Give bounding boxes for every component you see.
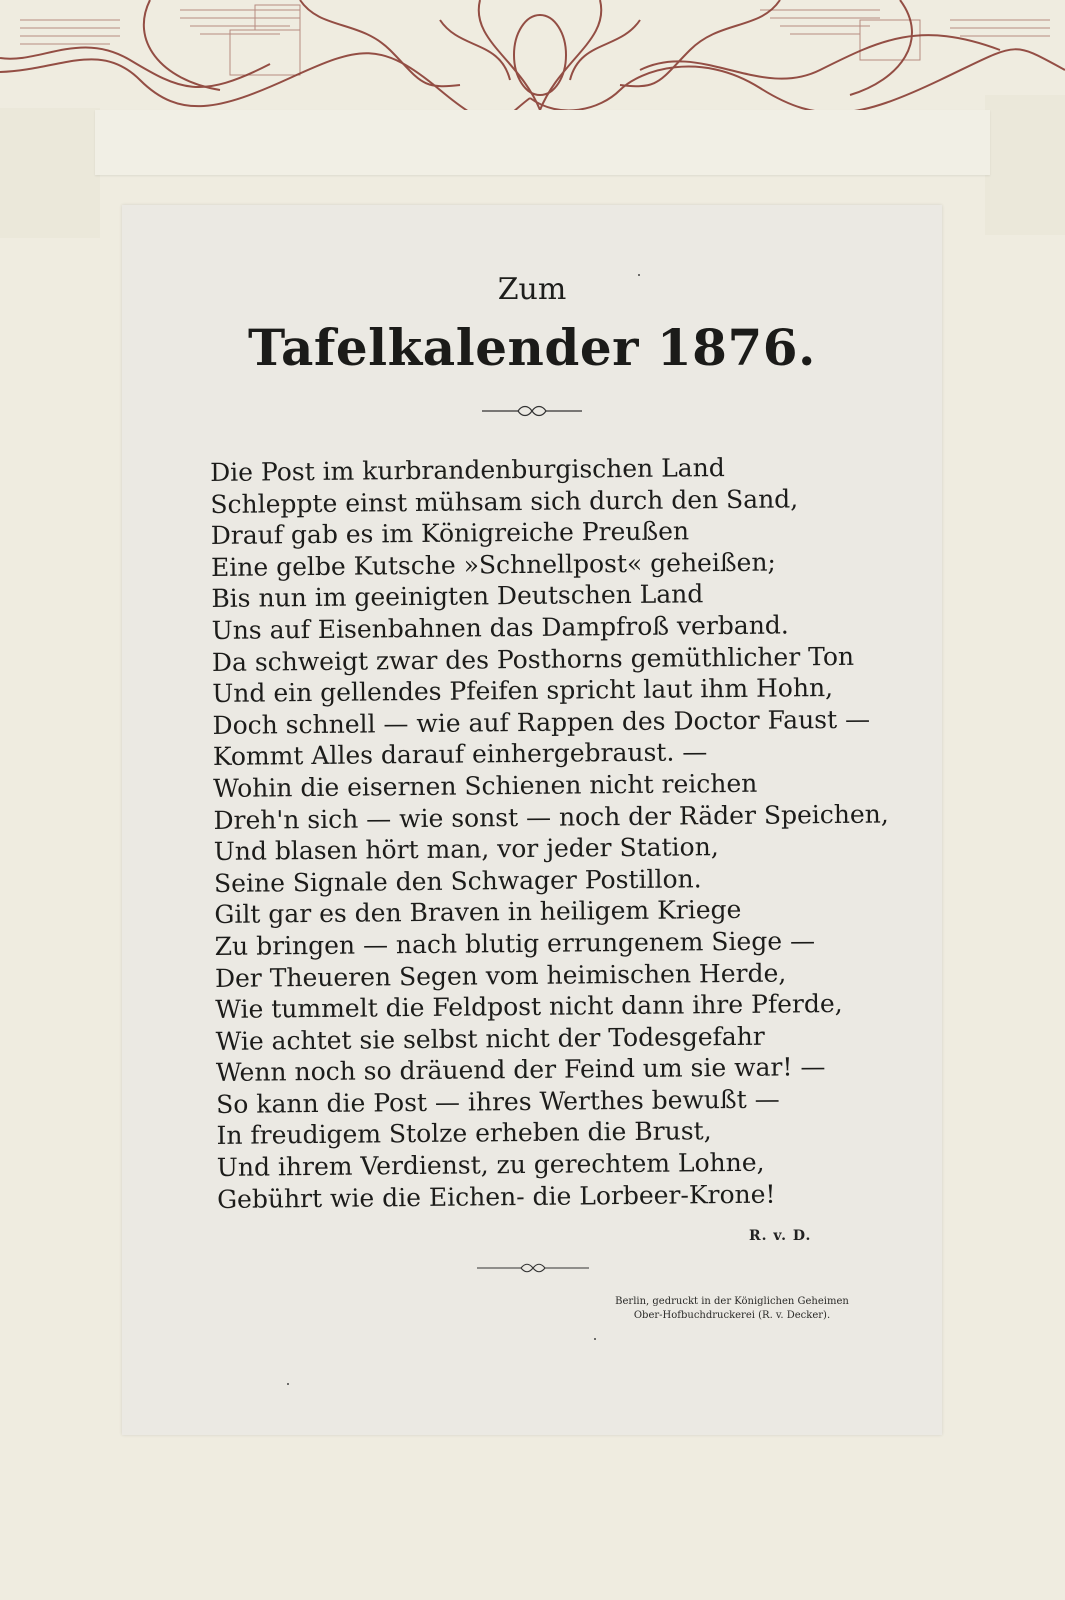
poem-line: Da schweigt zwar des Posthorns gemüthlicher Ton (211, 641, 855, 677)
mount-board-right (985, 95, 1065, 235)
paper-speck (594, 1338, 596, 1340)
poem-line: Gebührt wie die Eichen- die Lorbeer-Krone! (216, 1179, 776, 1214)
poem-line: Kommt Alles darauf einhergebraust. — (212, 737, 708, 772)
hinge-tape (95, 110, 990, 175)
poem-line: Doch schnell — wie auf Rappen des Doctor Faust — (212, 704, 871, 740)
paper-speck (638, 274, 640, 276)
poem-line: So kann die Post — ihres Werthes bewußt — (216, 1084, 780, 1119)
page-title: Tafelkalender 1876. (248, 318, 816, 377)
ornament-divider-bottom (477, 1260, 589, 1276)
poem-line: Gilt gar es den Braven in heiligem Kriege (214, 895, 742, 930)
imprint-line: Ober-Hofbuchdruckerei (R. v. Decker). (633, 1310, 831, 1321)
poem-line: Drauf gab es im Königreiche Preußen (210, 516, 690, 551)
poem-line: Dreh'n sich — wie sonst — noch der Räder Speichen, (213, 799, 889, 835)
printer-imprint (612, 1295, 852, 1323)
poem-line: Bis nun im geeinigten Deutschen Land (211, 579, 704, 614)
poem-line: Wohin die eisernen Schienen nicht reichen (213, 768, 758, 803)
poem-line: Eine gelbe Kutsche »Schnellpost« geheißen; (210, 547, 777, 582)
poem-line: Uns auf Eisenbahnen das Dampfroß verband. (211, 610, 789, 645)
author-signature: R. v. D. (749, 1228, 812, 1244)
poem-line: Wenn noch so dräuend der Feind um sie war! — (215, 1052, 826, 1088)
poem-line: Und blasen hört man, vor jeder Station, (213, 832, 719, 867)
poem-line: Schleppte einst mühsam sich durch den Sand, (210, 483, 799, 519)
poem (210, 450, 917, 1215)
poem-line: In freudigem Stolze erheben die Brust, (216, 1116, 712, 1151)
poem-line: Seine Signale den Schwager Postillon. (213, 864, 702, 898)
ornament-divider-top (482, 401, 582, 421)
imprint-line: Berlin, gedruckt in der Königlichen Geheimen (615, 1296, 849, 1307)
poem-line: Wie achtet sie selbst nicht der Todesgefahr (215, 1021, 765, 1056)
decorative-engraving (0, 0, 1065, 125)
poem-line: Wie tummelt die Feldpost nicht dann ihre Pferde, (215, 989, 843, 1025)
heading-prefix: Zum (497, 272, 567, 307)
mount-board-left (0, 108, 100, 238)
printed-sheet (122, 205, 942, 1435)
poem-line: Die Post im kurbrandenburgischen Land (210, 453, 725, 487)
poem-line: Zu bringen — nach blutig errungenem Siege — (214, 926, 816, 961)
poem-line: Und ihrem Verdienst, zu gerechtem Lohne, (216, 1147, 765, 1183)
poem-line: Der Theueren Segen vom heimischen Herde, (214, 957, 787, 993)
paper-speck (287, 1383, 289, 1385)
poem-line: Und ein gellendes Pfeifen spricht laut ihm Hohn, (212, 673, 834, 709)
